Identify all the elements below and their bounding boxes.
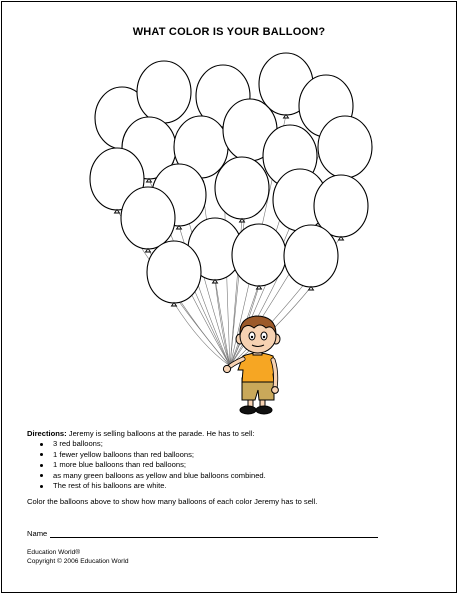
balloon[interactable] bbox=[232, 224, 286, 289]
directions-text: Jeremy is selling balloons at the parade. He has to sell: bbox=[66, 429, 255, 438]
balloon-illustration bbox=[2, 2, 458, 422]
page-title: WHAT COLOR IS YOUR BALLOON? bbox=[132, 26, 326, 38]
balloon[interactable] bbox=[147, 241, 201, 306]
name-label: Name bbox=[27, 529, 48, 538]
list-item: The rest of his balloons are white. bbox=[53, 481, 437, 491]
directions-intro bbox=[27, 429, 437, 439]
footer-copyright: Copyright © 2006 Education World bbox=[27, 558, 129, 565]
footer-brand: Education World® bbox=[27, 549, 81, 556]
balloon[interactable] bbox=[215, 157, 269, 222]
directions-list bbox=[27, 439, 437, 491]
footer bbox=[27, 548, 129, 566]
balloon-bunch bbox=[90, 53, 372, 306]
directions-label: Directions: bbox=[27, 429, 67, 438]
boy-jeremy bbox=[223, 316, 280, 414]
instruction-text: Color the balloons above to show how many balloons of each color Jeremy has to sell. bbox=[27, 497, 318, 506]
list-item: 1 more blue balloons than red balloons; bbox=[53, 460, 437, 470]
list-item: 3 red balloons; bbox=[53, 439, 437, 449]
list-item: as many green balloons as yellow and blue balloons combined. bbox=[53, 471, 437, 481]
balloon[interactable] bbox=[318, 116, 372, 181]
balloon[interactable] bbox=[284, 225, 338, 290]
name-field-row bbox=[27, 529, 378, 538]
worksheet-page bbox=[1, 1, 457, 593]
name-field[interactable] bbox=[50, 529, 378, 538]
directions-block bbox=[27, 429, 437, 491]
list-item: 1 fewer yellow balloons than red balloons; bbox=[53, 450, 437, 460]
